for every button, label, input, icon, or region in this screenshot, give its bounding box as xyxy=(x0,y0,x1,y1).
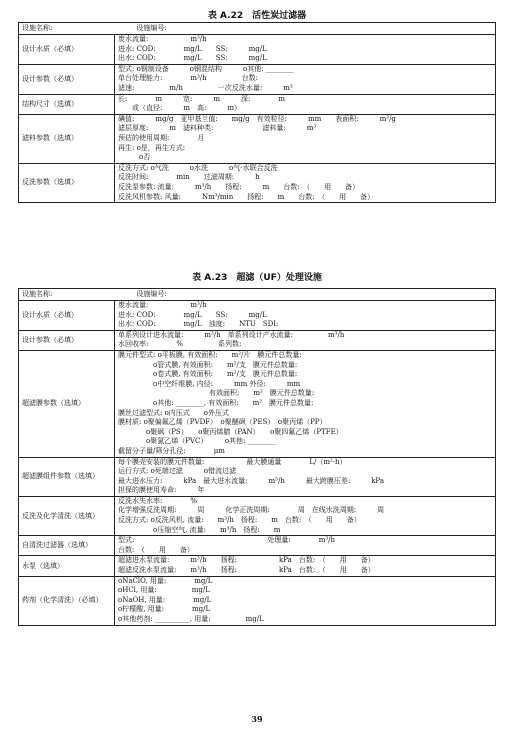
facility-name-cell xyxy=(19,23,496,35)
form-line: 水回收率: % 系列数: xyxy=(118,340,242,349)
table-row xyxy=(19,350,496,457)
form-line: 担保的膜使用寿命: 年 xyxy=(118,486,205,495)
table-row xyxy=(19,114,496,163)
table-caption: 表 A.22 活性炭过滤器 xyxy=(207,11,307,21)
form-line: 进水: COD: mg/L SS: mg/L xyxy=(118,44,267,53)
ultrafiltration-table xyxy=(18,288,496,626)
row-label: 自清洗过滤器（选填） xyxy=(19,536,115,556)
form-line: 最大进水压力: kPa 最大进水流量: m³/h 最大跨膜压差: kPa xyxy=(118,476,385,485)
form-line: 超滤反洗水泵流量: m³/h 扬程: kPa 台数: （ 用 备） xyxy=(118,566,375,575)
table-row xyxy=(19,163,496,202)
activated-carbon-filter-table xyxy=(18,22,496,203)
table-row xyxy=(19,35,496,65)
form-line: 废水流量: m³/h xyxy=(118,35,207,43)
row-label: 反洗参数（选填） xyxy=(19,163,115,202)
form-line: 台数: （ 用 备） xyxy=(118,545,194,554)
form-line: 反洗泵参数: 流量: m³/h 扬程: m 台数: （ 用 备） xyxy=(118,182,360,191)
form-line: 再生: o是，再生方式: xyxy=(118,143,186,152)
row-content xyxy=(115,35,496,65)
row-label: 设计水质（必填） xyxy=(19,35,115,65)
form-line: o其他: ________, 有效面积: m² 膜元件总数量: xyxy=(118,398,314,407)
header-line: 设施名称: 设施编号: xyxy=(22,289,167,298)
row-label: 设计水质（必填） xyxy=(19,301,115,331)
form-line: 运行方式: o死端过滤 o错流过滤 xyxy=(118,467,237,476)
row-content xyxy=(115,556,496,576)
row-label: 药剂（化学清洗）（必填） xyxy=(19,576,115,625)
form-line: o柠檬酸, 用量: mg/L xyxy=(118,605,211,614)
form-line: 出水: COD: mg/L 浊度: NTU SDI: xyxy=(118,320,279,329)
header-row xyxy=(19,289,496,301)
page-number: 39 xyxy=(251,714,263,724)
row-label: 滤料参数（选填） xyxy=(19,114,115,163)
row-content xyxy=(115,301,496,331)
form-line: 有效面积: m² 膜元件总数量: xyxy=(118,389,315,398)
form-line: 膜丝过滤型式: o内压式 o外压式 xyxy=(118,408,230,417)
header-row xyxy=(19,23,496,35)
form-line: 型式: o钢制设备 o钢混结构 o其他: ________ xyxy=(118,64,294,73)
form-line: 化学增强反洗周期: 周 化学正洗周期: 周 在线水洗周期: 周 xyxy=(118,506,385,515)
row-content xyxy=(115,350,496,457)
form-line: 废水流量: m³/h xyxy=(118,301,207,309)
form-line: 超滤进水泵流量: m³/h 扬程: kPa 台数: （ 用 备） xyxy=(118,556,375,565)
row-label: 结构尺寸（选填） xyxy=(19,94,115,114)
row-content xyxy=(115,163,496,202)
form-line: 预估的使用周期: 月 xyxy=(118,133,205,142)
row-content xyxy=(115,330,496,350)
form-line: 型式: 处理量: m³/h xyxy=(118,536,336,545)
form-line: 截留分子量/筛分孔径: μm xyxy=(118,446,225,455)
row-label: 超滤膜组件参数（选填） xyxy=(19,457,115,496)
form-line: 滤速: m/h 一次反洗水量: m³ xyxy=(118,83,293,92)
table-row xyxy=(19,556,496,576)
form-line: 单系列设计进水流量: m³/h 单系列设计产水流量: m³/h xyxy=(118,330,345,339)
form-line: 膜元件型式: o平板膜, 有效面积: m²/片 膜元件总数量: xyxy=(118,350,302,359)
facility-name-cell xyxy=(19,289,496,301)
row-content xyxy=(115,536,496,556)
table-row xyxy=(19,94,496,114)
table-row xyxy=(19,457,496,496)
row-label: 设计参数（必填） xyxy=(19,64,115,94)
row-label: 超滤膜参数（选填） xyxy=(19,350,115,457)
form-line: oNaClO, 用量: mg/L xyxy=(118,576,213,585)
form-line: oHCl, 用量: mg/L xyxy=(118,586,210,595)
table-row xyxy=(19,496,496,535)
row-label: 水泵（选填） xyxy=(19,556,115,576)
form-line: 每个膜壳安装的膜元件数量: 最大膜通量 L/（m²·h） xyxy=(118,457,347,466)
table-row xyxy=(19,301,496,331)
form-line: 反洗方式: o气洗 o水洗 o气-水联合反洗 xyxy=(118,163,278,172)
row-content xyxy=(115,114,496,163)
form-line: 膜材质: o聚偏氟乙烯（PVDF） o聚醚砜（PES） o聚丙烯（PP） xyxy=(118,418,327,427)
form-line: 滤层厚度: m 滤料种类: 滤料量: m³ xyxy=(118,124,317,133)
form-line: 碘值: mg/g 亚甲基兰值: mg/g 有效粒径: mm 表面积: m²/g xyxy=(118,114,396,123)
table-row xyxy=(19,64,496,94)
table-caption: 表 A.23 超滤（UF）处理设施 xyxy=(192,273,322,283)
header-line: 设施名称: 设施编号: xyxy=(22,23,167,32)
form-line: 反洗风机参数: 风量: Nm³/min 扬程: m 台数: （ 用 备） xyxy=(118,192,375,201)
row-content xyxy=(115,457,496,496)
form-line: 反洗方式: o反洗风机, 流量: m³/h 扬程: m 台数: （ 用 备） xyxy=(118,516,361,525)
table-row xyxy=(19,330,496,350)
row-content xyxy=(115,64,496,94)
form-line: 长: m 宽: m 深: m xyxy=(118,94,285,103)
form-line: 反洗水失水率: % xyxy=(118,496,198,505)
form-line: o管式膜, 有效面积: m²/支 膜元件总数量: xyxy=(118,360,298,369)
form-line: o其他药剂: __________, 用量: mg/L xyxy=(118,615,264,623)
form-line: o中空纤维膜, 内径: mm 外径: mm xyxy=(118,379,301,388)
form-line: o卷式膜, 有效面积: m²/支 膜元件总数量: xyxy=(118,370,298,379)
form-line: o否 xyxy=(118,153,151,162)
form-line: 或（直径: m 高: m） xyxy=(118,104,241,113)
row-content xyxy=(115,496,496,535)
row-content xyxy=(115,94,496,114)
form-line: o压缩空气, 流量: m³/h 扬程: m xyxy=(118,525,281,534)
form-line: 出水: COD: mg/L SS: mg/L xyxy=(118,54,267,63)
form-line: 单台处理能力: m³/h 台数: xyxy=(118,74,259,83)
form-line: oNaOH, 用量: mg/L xyxy=(118,595,212,604)
row-label: 反洗及化学清洗（选填） xyxy=(19,496,115,535)
row-content xyxy=(115,576,496,625)
form-line: 进水: COD: mg/L SS: mg/L xyxy=(118,310,267,319)
table-row xyxy=(19,536,496,556)
row-label: 设计参数（必填） xyxy=(19,330,115,350)
form-line: 反洗时间: min 过滤周期: h xyxy=(118,173,260,182)
form-line: o聚砜（PS） o聚丙烯腈（PAN） o聚四氟乙烯（PTFE） xyxy=(118,427,343,436)
table-row xyxy=(19,576,496,625)
form-line: o聚氯乙烯（PVC） o其他: ________ xyxy=(118,437,276,446)
